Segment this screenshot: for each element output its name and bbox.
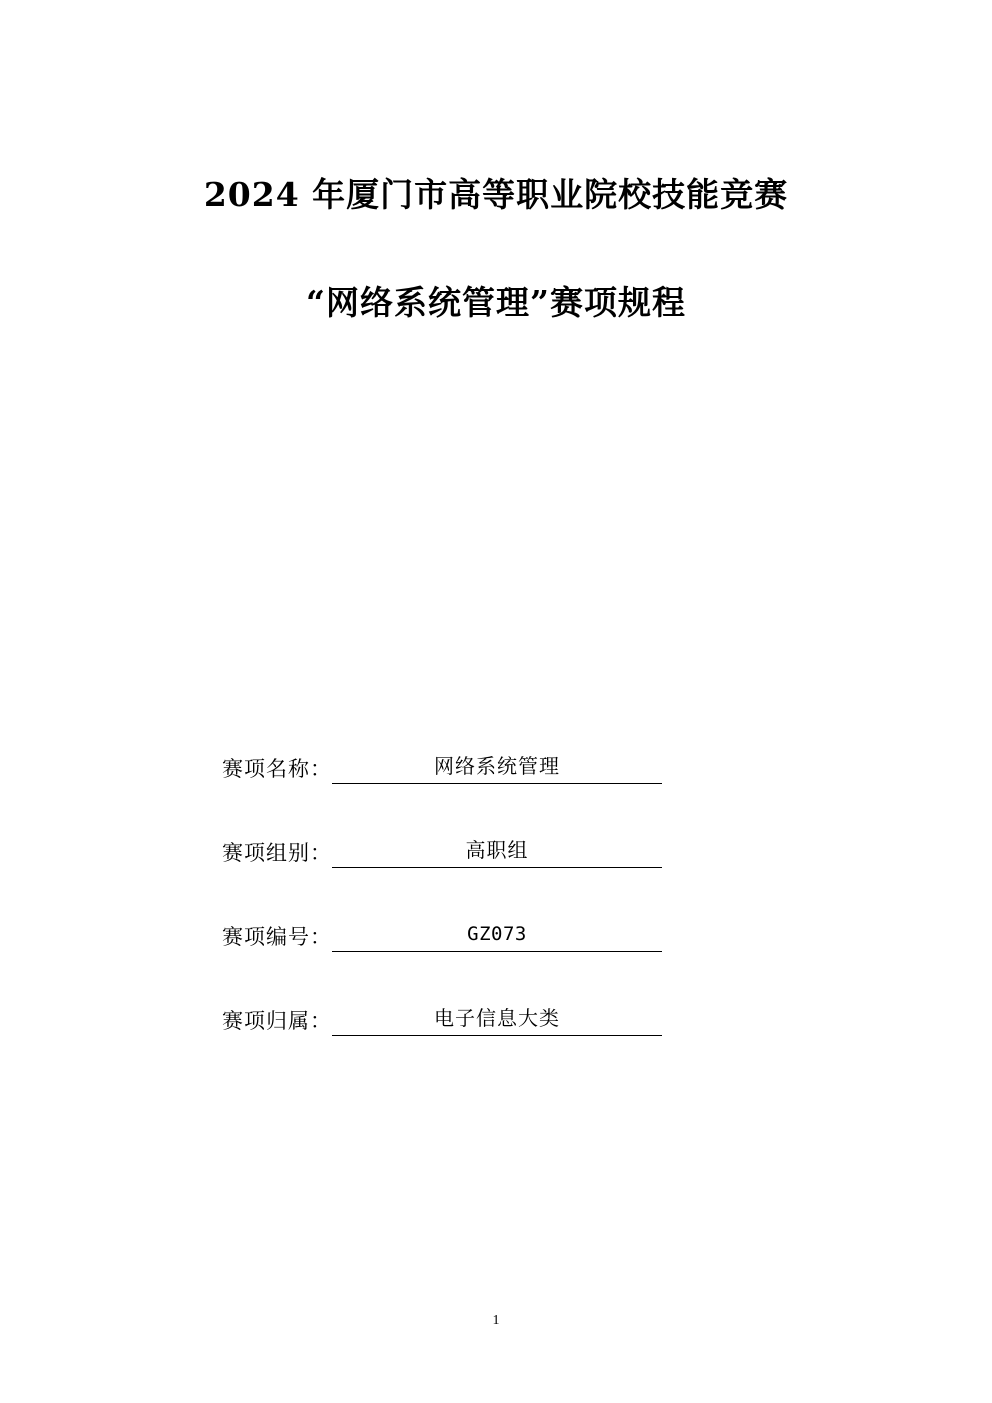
page-number: 1 [492,1313,500,1328]
page-title-line-1: 2024 年厦门市高等职业院校技能竞赛 [203,175,789,214]
field-row-competition-category [0,994,992,1036]
field-value-competition-name: 网络系统管理 [332,751,662,784]
field-value-competition-category: 电子信息大类 [332,1003,662,1036]
field-label-competition-name: 赛项名称： [222,757,332,781]
field-value-competition-code: GZ073 [332,919,662,952]
field-row-competition-group [0,826,992,868]
field-label-competition-group: 赛项组别： [222,841,332,865]
cover-fields [0,742,992,1078]
field-label-competition-code: 赛项编号： [222,925,332,949]
page-title-line-2: “网络系统管理”赛项规程 [306,283,686,322]
field-row-competition-code [0,910,992,952]
field-value-competition-group: 高职组 [332,835,662,868]
field-row-competition-name [0,742,992,784]
title-block [0,172,992,326]
field-label-competition-category: 赛项归属： [222,1009,332,1033]
